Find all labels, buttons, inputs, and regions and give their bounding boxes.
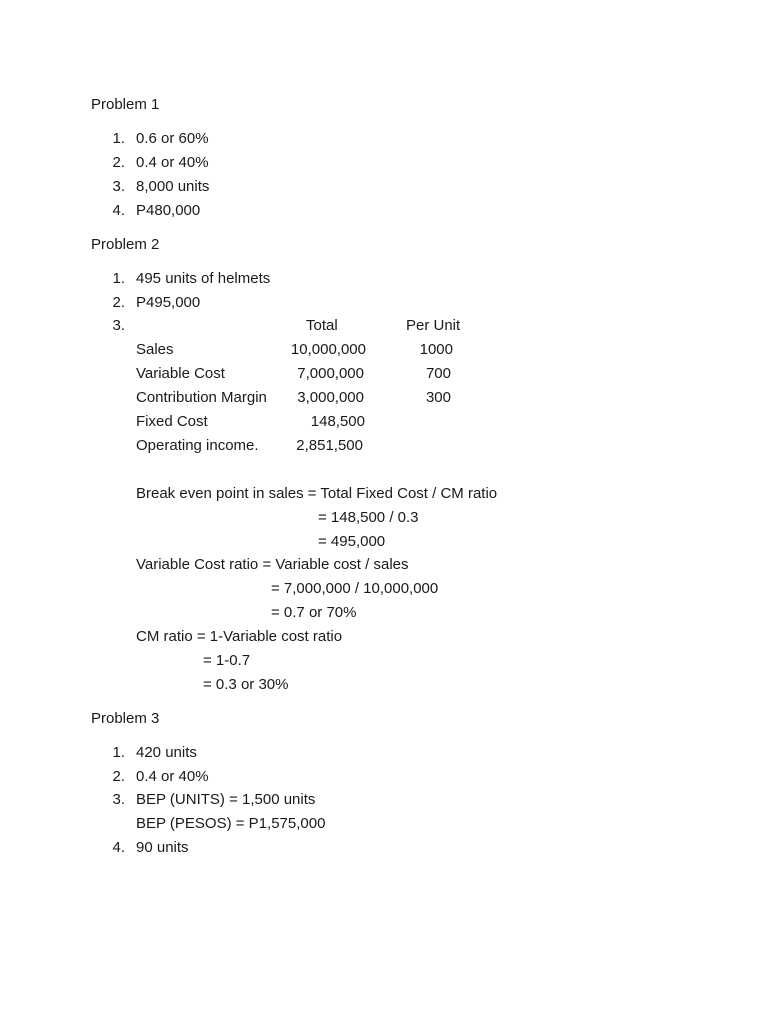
problem-3-heading: Problem 3: [91, 710, 160, 727]
table-row-total: 3,000,000: [297, 389, 364, 406]
table-header-total: Total: [306, 317, 338, 334]
table-row-total: 148,500: [310, 413, 365, 430]
problem-2-heading: Problem 2: [91, 236, 160, 253]
table-row-per-unit: 300: [425, 389, 451, 406]
list-item: P480,000: [136, 202, 201, 219]
table-row-total: 2,851,500: [296, 437, 363, 454]
list-number: 2.: [112, 768, 125, 785]
problem-1-heading: Problem 1: [91, 96, 160, 113]
table-row-per-unit: 1000: [419, 341, 453, 358]
list-number: 1.: [112, 130, 125, 147]
list-item: BEP (UNITS) = 1,500 units: [136, 791, 316, 808]
list-item: 495 units of helmets: [136, 270, 271, 287]
list-number: 4.: [112, 202, 125, 219]
table-row-label: Sales: [136, 341, 174, 358]
list-item: 0.4 or 40%: [136, 768, 209, 785]
table-row-label: Operating income.: [136, 437, 259, 454]
list-item: 90 units: [136, 839, 189, 856]
table-header-per-unit: Per Unit: [406, 317, 461, 334]
table-row-total: 10,000,000: [290, 341, 366, 358]
list-number: 3.: [112, 791, 125, 808]
list-number: 3.: [112, 178, 125, 195]
cm-ratio-result: = 0.3 or 30%: [203, 676, 289, 693]
bep-substitution: = 148,500 / 0.3: [318, 509, 419, 526]
list-number: 3.: [112, 317, 125, 334]
table-row-total: 7,000,000: [297, 365, 364, 382]
list-number: 1.: [112, 744, 125, 761]
list-item: 8,000 units: [136, 178, 210, 195]
list-number: 4.: [112, 839, 125, 856]
table-row-per-unit: 700: [425, 365, 451, 382]
list-number: 1.: [112, 270, 125, 287]
list-item-continuation: BEP (PESOS) = P1,575,000: [136, 815, 326, 832]
table-row-label: Variable Cost: [136, 365, 225, 382]
cm-ratio-formula: CM ratio = 1-Variable cost ratio: [136, 628, 343, 645]
bep-result: = 495,000: [318, 533, 386, 550]
list-item: 0.4 or 40%: [136, 154, 209, 171]
list-item: 0.6 or 60%: [136, 130, 209, 147]
table-row-label: Contribution Margin: [136, 389, 267, 406]
cm-ratio-substitution: = 1-0.7: [203, 652, 251, 669]
list-item: P495,000: [136, 294, 201, 311]
list-number: 2.: [112, 154, 125, 171]
bep-formula: Break even point in sales = Total Fixed Cost / CM ratio: [136, 485, 498, 502]
table-row-label: Fixed Cost: [136, 413, 208, 430]
list-item: 420 units: [136, 744, 197, 761]
list-number: 2.: [112, 294, 125, 311]
vc-ratio-result: = 0.7 or 70%: [271, 604, 357, 621]
vc-ratio-formula: Variable Cost ratio = Variable cost / sales: [136, 556, 409, 573]
vc-ratio-substitution: = 7,000,000 / 10,000,000: [271, 580, 439, 597]
